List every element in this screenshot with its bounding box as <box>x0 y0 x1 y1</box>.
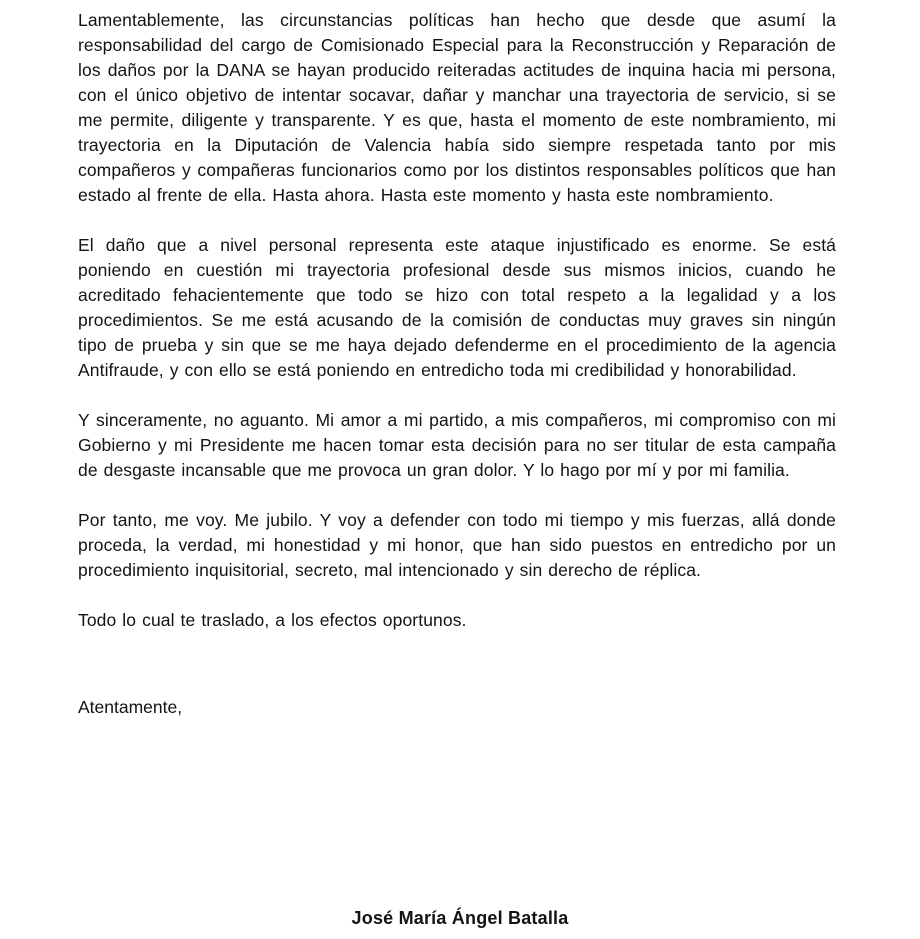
paragraph-2: El daño que a nivel personal representa este ataque injustificado es enorme. Se está poniendo en cuestión mi trayectoria profesional desde sus mismos inicios, cuando he acreditado fehacientemente que todo se hizo con total respeto a la legalidad y a los procedimientos. Se me está acusando de la comisión de conductas muy graves sin ningún tipo de prueba y sin que se me haya dejado defenderme en el procedimiento de la agencia Antifraude, y con ello se está poniendo en entredicho toda mi credibilidad y honorabilidad. <box>78 235 836 380</box>
closing-salutation: Atentamente, <box>78 697 183 717</box>
letter-body <box>78 8 836 720</box>
signature-name: José María Ángel Batalla <box>351 908 569 928</box>
paragraph-3: Y sinceramente, no aguanto. Mi amor a mi partido, a mis compañeros, mi compromiso con mi Gobierno y mi Presidente me hacen tomar esta decisión para no ser titular de esta campaña de desgaste incansable que me provoca un gran dolor. Y lo hago por mí y por mi familia. <box>78 410 836 480</box>
paragraph-5: Todo lo cual te traslado, a los efectos oportunos. <box>78 610 467 630</box>
paragraph-4: Por tanto, me voy. Me jubilo. Y voy a defender con todo mi tiempo y mis fuerzas, allá donde proceda, la verdad, mi honestidad y mi honor, que han sido puestos en entredicho por un procedimiento inquisitorial, secreto, mal intencionado y sin derecho de réplica. <box>78 510 836 580</box>
paragraph-1: Lamentablemente, las circunstancias políticas han hecho que desde que asumí la responsabilidad del cargo de Comisionado Especial para la Reconstrucción y Reparación de los daños por la DANA se hayan producido reiteradas actitudes de inquina hacia mi persona, con el único objetivo de intentar socavar, dañar y manchar una trayectoria de servicio, si se me permite, diligente y transparente. Y es que, hasta el momento de este nombramiento, mi trayectoria en la Diputación de Valencia había sido siempre respetada tanto por mis compañeros y compañeras funcionarios como por los distintos responsables políticos que han estado al frente de ella. Hasta ahora. Hasta este momento y hasta este nombramiento. <box>78 10 836 205</box>
